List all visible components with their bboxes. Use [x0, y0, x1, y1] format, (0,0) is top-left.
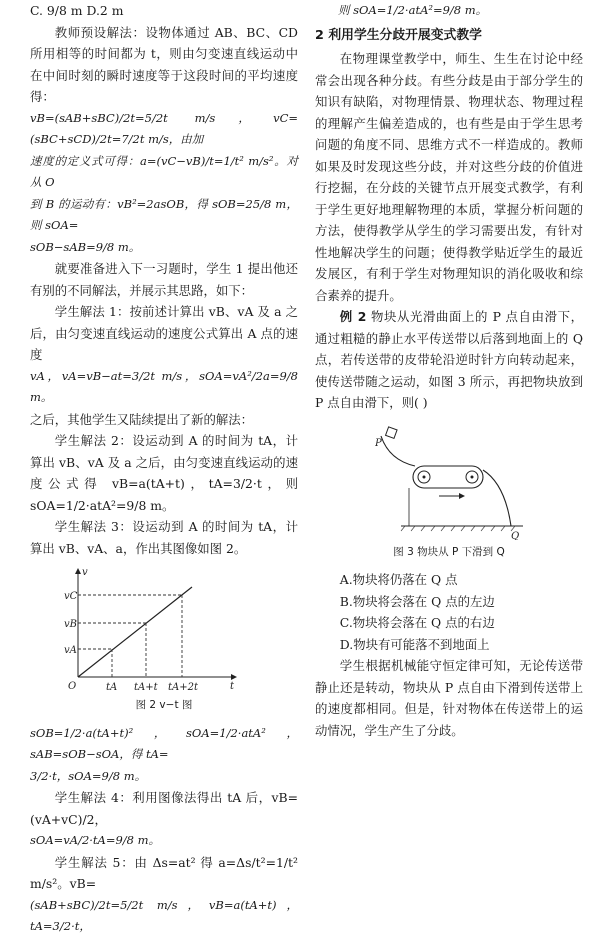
trajectory	[483, 470, 511, 526]
formula-sob-soa-sab: sOB=1/2·a(tA+t)²，sOA=1/2·atA²，sAB=sOB−sOA，得 tA=	[30, 725, 298, 761]
formula-vb-vc: vB=(sAB+sBC)/2t=5/2t m/s，vC=(sBC+sCD)/2t=7/2t m/s，由加	[30, 110, 298, 146]
label-p: P	[375, 437, 382, 449]
figure-2-caption: 图 2 v−t 图	[135, 699, 193, 711]
pulley-left-axle	[423, 475, 426, 478]
formula-soa-final: 则 sOA=1/2·atA²=9/8 m。	[338, 3, 488, 17]
student-solution-3: 学生解法 3：设运动到 A 的时间为 tA，计算出 vB、vA、a，作出其图像如图 2。	[30, 519, 298, 556]
tick-vb: vB	[64, 619, 77, 630]
block	[386, 426, 398, 438]
teacher-solution: 教师预设解法：设物体通过 AB、BC、CD 所用相等的时间都为 t，则由匀变速直线运动中在中间时刻的瞬时速度等于这段时间的平均速度得：	[30, 24, 298, 104]
example-2	[315, 306, 583, 414]
example-text: 物块从光滑曲面上的 P 点自由滑下，通过粗糙的静止水平传送带以后落到地面上的 Q 点，若传送带的皮带轮沿逆时针方向转动起来，使传送带随之运动，如图 3 所示，再把物块放到 P 点自由滑下，则( )	[315, 309, 583, 410]
motion-arrow-head	[459, 493, 465, 499]
tick-t3: tA+2t	[168, 682, 198, 693]
option-d: D.物块有可能落不到地面上	[339, 636, 490, 652]
formula-vb-ta: (sAB+sBC)/2t=5/2t m/s，vB=a(tA+t)，tA=3/2·t，	[30, 897, 298, 933]
right-column	[315, 0, 583, 741]
tick-t1: tA	[106, 682, 118, 693]
section-body: 在物理课堂教学中，师生、生生在讨论中经常会出现各种分歧。有些分歧是由于部分学生的知识有缺陷，对物理情景、物理状态、物理过程的理解产生偏差造成的，也有些是由于学生思考问题的角度不同、思维方式不一样造成的。教师如果及时发现这些分歧，并对这些分歧的价值进行挖掘，在分歧的关键节点开展变式教学，有利于学生更好地理解物理的本质，掌握分析问题的方法，使得教学从学生的学习需要出发，有针对性地解决学生的问题；使得教学贴近学生的最近发展区，有利于学生对物理知识的消化吸收和综合素养的提升。	[315, 51, 583, 303]
pulley-right-axle	[471, 475, 474, 478]
option-line-c-d: C. 9/8 m D.2 m	[30, 3, 124, 18]
student-solution-1: 学生解法 1：按前述计算出 vB、vA 及 a 之后，由匀变速直线运动的速度公式算出 A 点的速度	[30, 304, 298, 362]
tick-t2: tA+t	[134, 682, 158, 693]
formula-ta-soa: 3/2·t，sOA=9/8 m。	[30, 768, 147, 783]
formula-accel: 速度的定义式可得：a=(vC−vB)/t=1/t² m/s²。对从 O	[30, 153, 298, 189]
formula-soa-graph: sOA=vA/2·tA=9/8 m。	[30, 833, 161, 847]
student-solution-5: 学生解法 5：由 Δs=at² 得 a=Δs/t²=1/t² m/s²。vB=	[30, 854, 298, 891]
left-column	[30, 0, 298, 938]
other-students-line: 之后，其他学生又陆续提出了新的解法：	[30, 411, 254, 427]
vt-line	[78, 587, 192, 677]
origin-label: O	[68, 681, 77, 692]
option-c: C.物块将会落在 Q 点的右边	[339, 615, 495, 630]
student-solution-2: 学生解法 2：设运动到 A 的时间为 tA，计算出 vB、vA 及 a 之后，由匀变速直线运动的速度公式得 vB=a(tA+t)，tA=3/2·t，则 sOA=1/2·atA²=9/8 m。	[30, 433, 298, 513]
analysis-paragraph: 学生根据机械能守恒定律可知，无论传送带静止还是转动，物块从 P 点自由下滑到传送带上的速度都相同。但是，针对物体在传送带上的运动情况，学生产生了分歧。	[315, 658, 583, 738]
figure-3-caption: 图 3 物块从 P 下滑到 Q	[393, 545, 505, 558]
axis-label-t: t	[230, 681, 235, 692]
curved-slope	[381, 436, 415, 466]
student-solution-4: 学生解法 4：利用图像法得出 tA 后，vB=(vA+vC)/2，	[30, 790, 298, 827]
conveyor-figure	[375, 422, 525, 540]
option-a: A.物块将仍落在 Q 点	[339, 572, 458, 587]
ground-hatch	[401, 526, 515, 531]
formula-va: vA，vA=vB−at=3/2t m/s，sOA=vA²/2a=9/8 m。	[30, 368, 298, 404]
example-label: 例 2	[339, 309, 367, 324]
axis-label-v: v	[82, 567, 88, 578]
tick-va: vA	[64, 645, 77, 656]
formula-soa: sOB−sAB=9/8 m。	[30, 239, 141, 254]
student-intro: 就要准备进入下一习题时，学生 1 提出他还有别的不同解法，并展示其思路，如下：	[30, 261, 298, 298]
option-b: B.物块将会落在 Q 点的左边	[339, 593, 495, 609]
tick-vc: vC	[64, 591, 78, 602]
vt-graph-figure	[64, 565, 244, 693]
section-heading: 2 利用学生分歧开展变式教学	[315, 27, 482, 43]
label-q: Q	[511, 530, 520, 540]
formula-sob: 到 B 的运动有：vB²=2asOB，得 sOB=25/8 m，则 sOA=	[30, 196, 298, 232]
